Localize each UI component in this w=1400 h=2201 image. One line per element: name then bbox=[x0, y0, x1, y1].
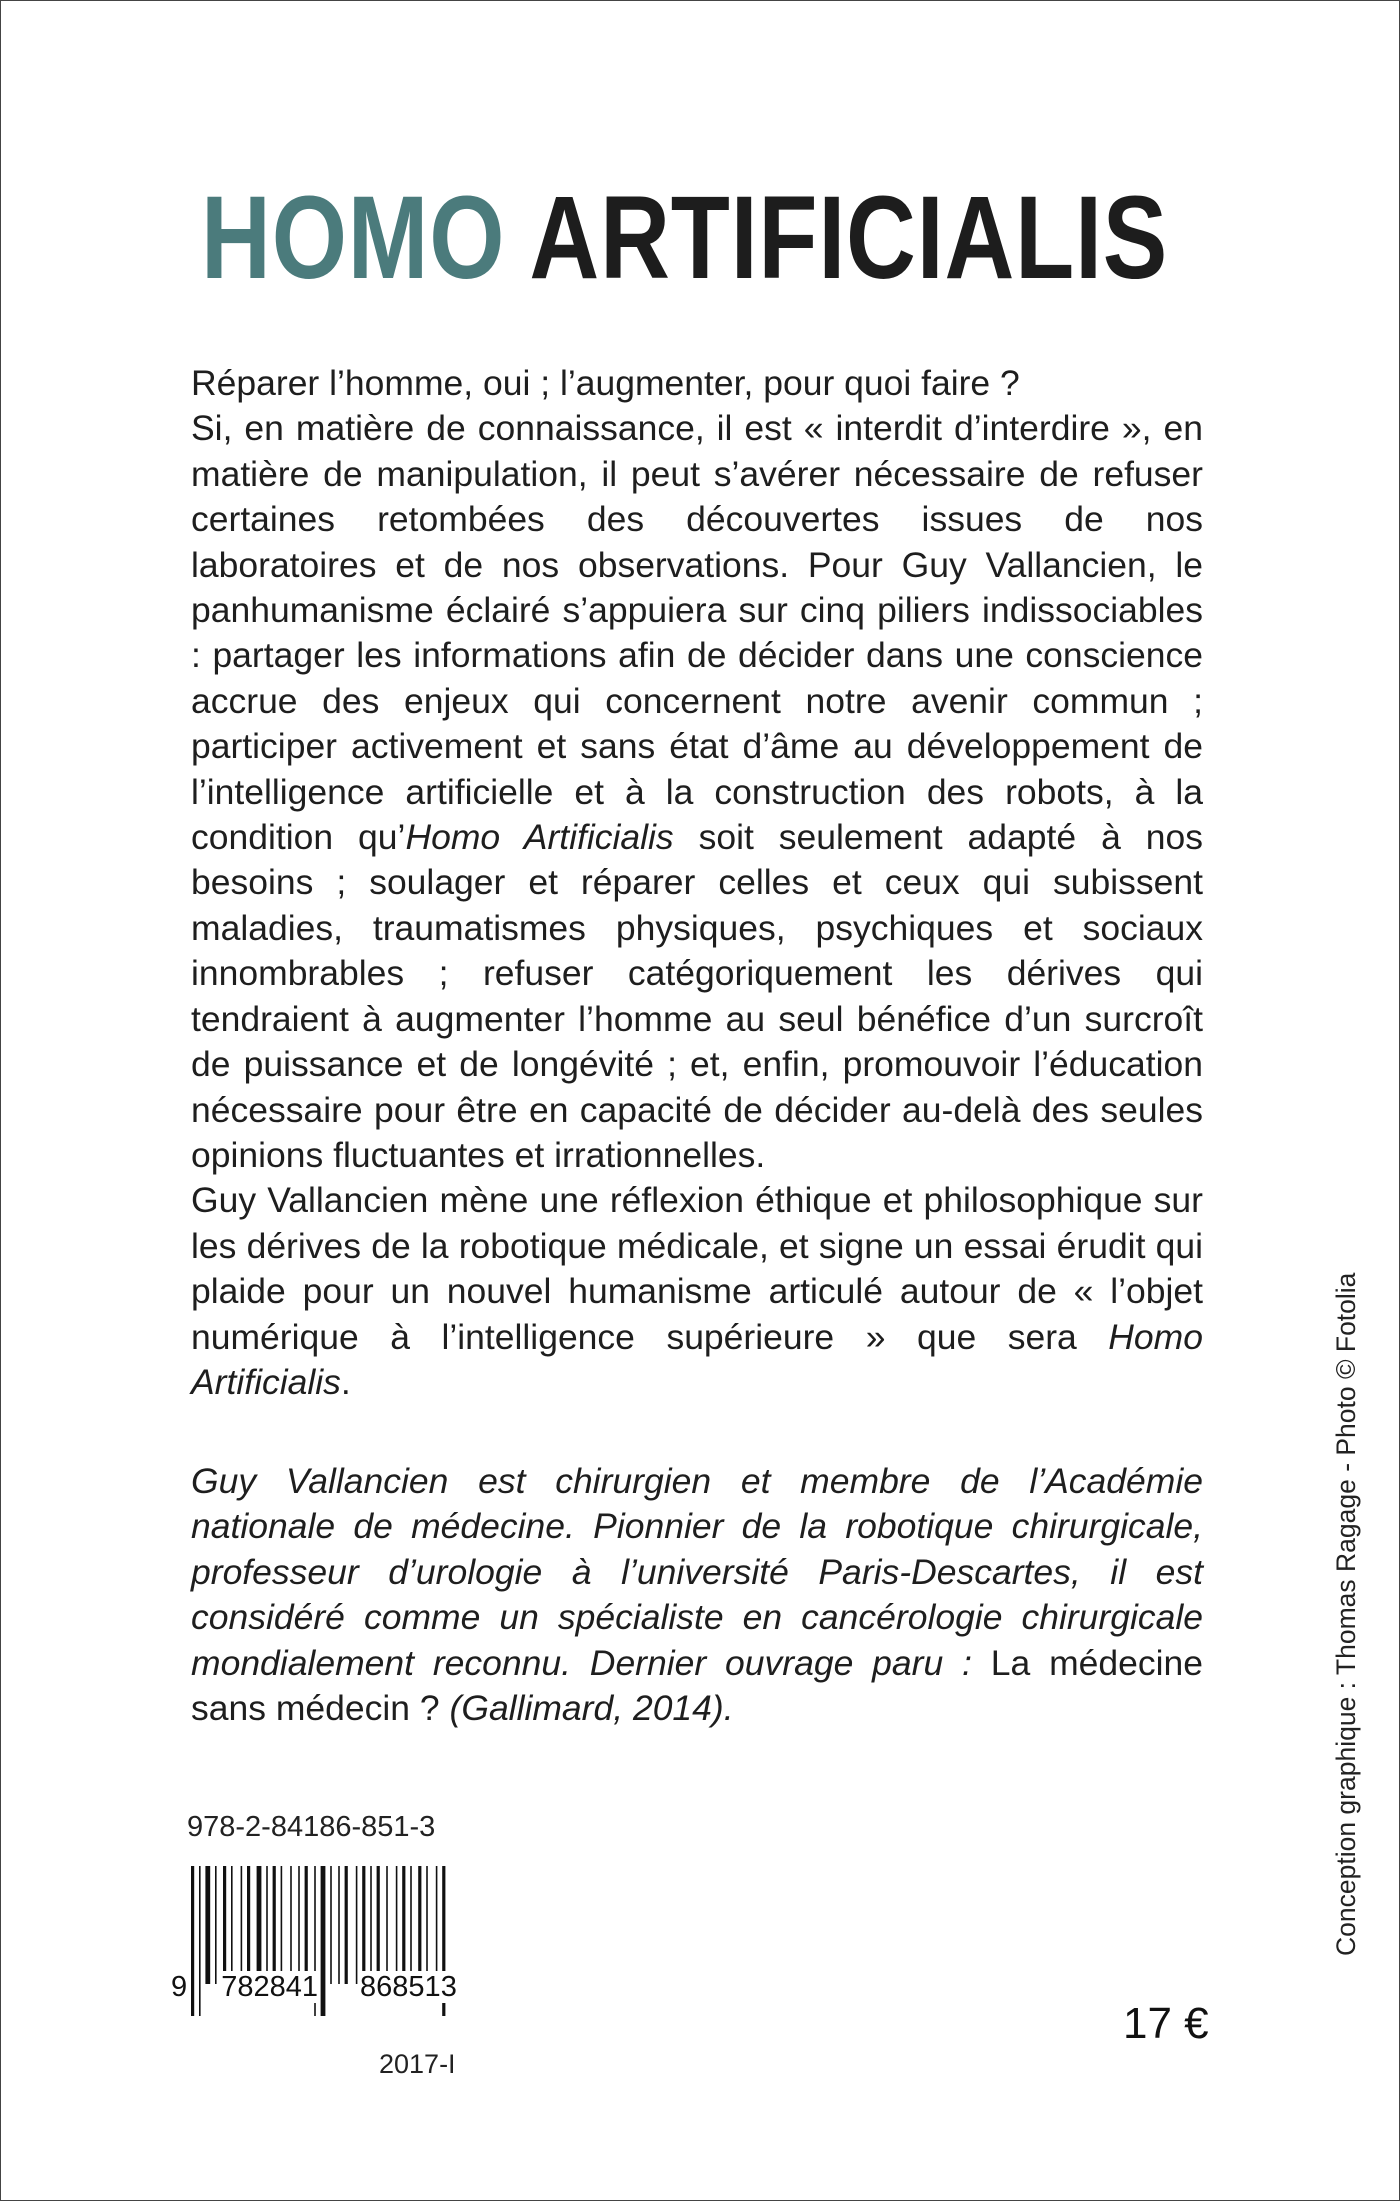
barcode-bar bbox=[402, 1866, 405, 1984]
barcode-bar bbox=[345, 1866, 348, 1984]
barcode bbox=[169, 1866, 479, 2036]
barcode-bar bbox=[290, 1866, 292, 1984]
barcode-bar bbox=[436, 1866, 438, 1984]
barcode-digits bbox=[169, 1971, 459, 2004]
barcode-bar bbox=[298, 1866, 300, 1984]
barcode-bar bbox=[410, 1866, 412, 1984]
book-title bbox=[201, 172, 1169, 304]
barcode-bar bbox=[305, 1866, 308, 1984]
isbn-number: 978-2-84186-851-3 bbox=[187, 1811, 436, 1843]
blurb-p2-text-1: Si, en matière de connaissance, il est « interdit d’interdire », en matière de manipulation, il peut s’avérer nécessaire de refuser certaines retombées des découvertes issues de nos laboratoires et de nos observations. Pour Guy Vallancien, le panhumanisme éclairé s’appuiera sur cinq piliers indissociables : partager les informations afin de décider dans une conscience accrue des enjeux qui concernent notre avenir commun ; participer activement et sans état d’âme au développement de l’intelligence artificielle et à la construction des robots, à la condition qu’ bbox=[191, 408, 1203, 858]
barcode-bar bbox=[396, 1866, 398, 1984]
blurb-p3-italic-title: Homo Artificialis bbox=[191, 1316, 1203, 1402]
barcode-group-1: 782841 bbox=[221, 1971, 318, 2003]
barcode-bar bbox=[338, 1866, 340, 1984]
barcode-first-digit: 9 bbox=[171, 1971, 188, 2003]
barcode-bar bbox=[370, 1866, 372, 1984]
barcode-bar bbox=[377, 1866, 380, 1984]
author-bio-paragraph bbox=[191, 1459, 1203, 1731]
blurb-paragraph-2 bbox=[191, 406, 1203, 1178]
blurb-paragraph-3 bbox=[191, 1178, 1203, 1405]
barcode-bar bbox=[241, 1866, 243, 1984]
title-artificialis: ARTIFICIALIS bbox=[529, 172, 1169, 304]
barcode-group-2: 868513 bbox=[360, 1971, 457, 2003]
blurb-paragraph-1: Réparer l’homme, oui ; l’augmenter, pour quoi faire ? bbox=[191, 363, 1020, 403]
edition-code: 2017-I bbox=[379, 2049, 456, 2079]
bio-text-1: Guy Vallancien est chirurgien et membre de l’Académie nationale de médecine. Pionnier de la robotique chirurgicale, professeur d’urologie à l’université Paris-Descartes, il est considéré comme un spécialiste en cancérologie chirurgicale mondialement reconnu. Dernier ouvrage paru : bbox=[191, 1461, 1203, 1683]
blurb-text bbox=[191, 361, 1203, 1405]
barcode-bar bbox=[281, 1866, 283, 1984]
barcode-bar bbox=[247, 1866, 250, 1984]
barcode-bar bbox=[386, 1866, 388, 1984]
barcode-bar bbox=[418, 1866, 421, 1984]
design-credits: Conception graphique : Thomas Ragage - Photo © Fotolia bbox=[1331, 1272, 1361, 1956]
blurb-p3-text-1: Guy Vallancien mène une réflexion éthique et philosophique sur les dérives de la robotique médicale, et signe un essai érudit qui plaide pour un nouvel humanisme articulé autour de « l’objet numérique à l’intelligence supérieure » que sera bbox=[191, 1180, 1203, 1357]
price: 17 € bbox=[1123, 1999, 1209, 2048]
bio-text-2: (Gallimard, 2014). bbox=[439, 1688, 734, 1729]
blurb-p3-text-2: . bbox=[340, 1361, 351, 1402]
barcode-bar bbox=[205, 1866, 210, 1984]
title-homo: HOMO bbox=[201, 172, 506, 304]
barcode-bar bbox=[215, 1866, 217, 1984]
barcode-bar bbox=[266, 1866, 268, 1984]
blurb-p2-italic-title: Homo Artificialis bbox=[405, 817, 674, 858]
barcode-bar bbox=[231, 1866, 233, 1984]
barcode-bar bbox=[273, 1866, 276, 1984]
barcode-bar bbox=[257, 1866, 262, 1984]
barcode-bar bbox=[223, 1866, 226, 1984]
barcode-bar bbox=[362, 1866, 365, 1984]
author-bio bbox=[191, 1459, 1203, 1731]
barcode-bar bbox=[356, 1866, 358, 1984]
barcode-bar bbox=[426, 1866, 428, 1984]
bio-book-title: La médecine sans médecin ? bbox=[191, 1642, 1203, 1729]
barcode-bar bbox=[330, 1866, 332, 1984]
blurb-p2-text-2: soit seulement adapté à nos besoins ; soulager et réparer celles et ceux qui subissent maladies, traumatismes physiques, psychiques et sociaux innombrables ; refuser catégoriquement les dérives qui tendraient à augmenter l’homme au seul bénéfice d’un surcroît de puissance et de longévité ; et, enfin, promouvoir l’éducation nécessaire pour être en capacité de décider au-delà des seules opinions fluctuantes et irrationnelles. bbox=[191, 817, 1203, 1175]
